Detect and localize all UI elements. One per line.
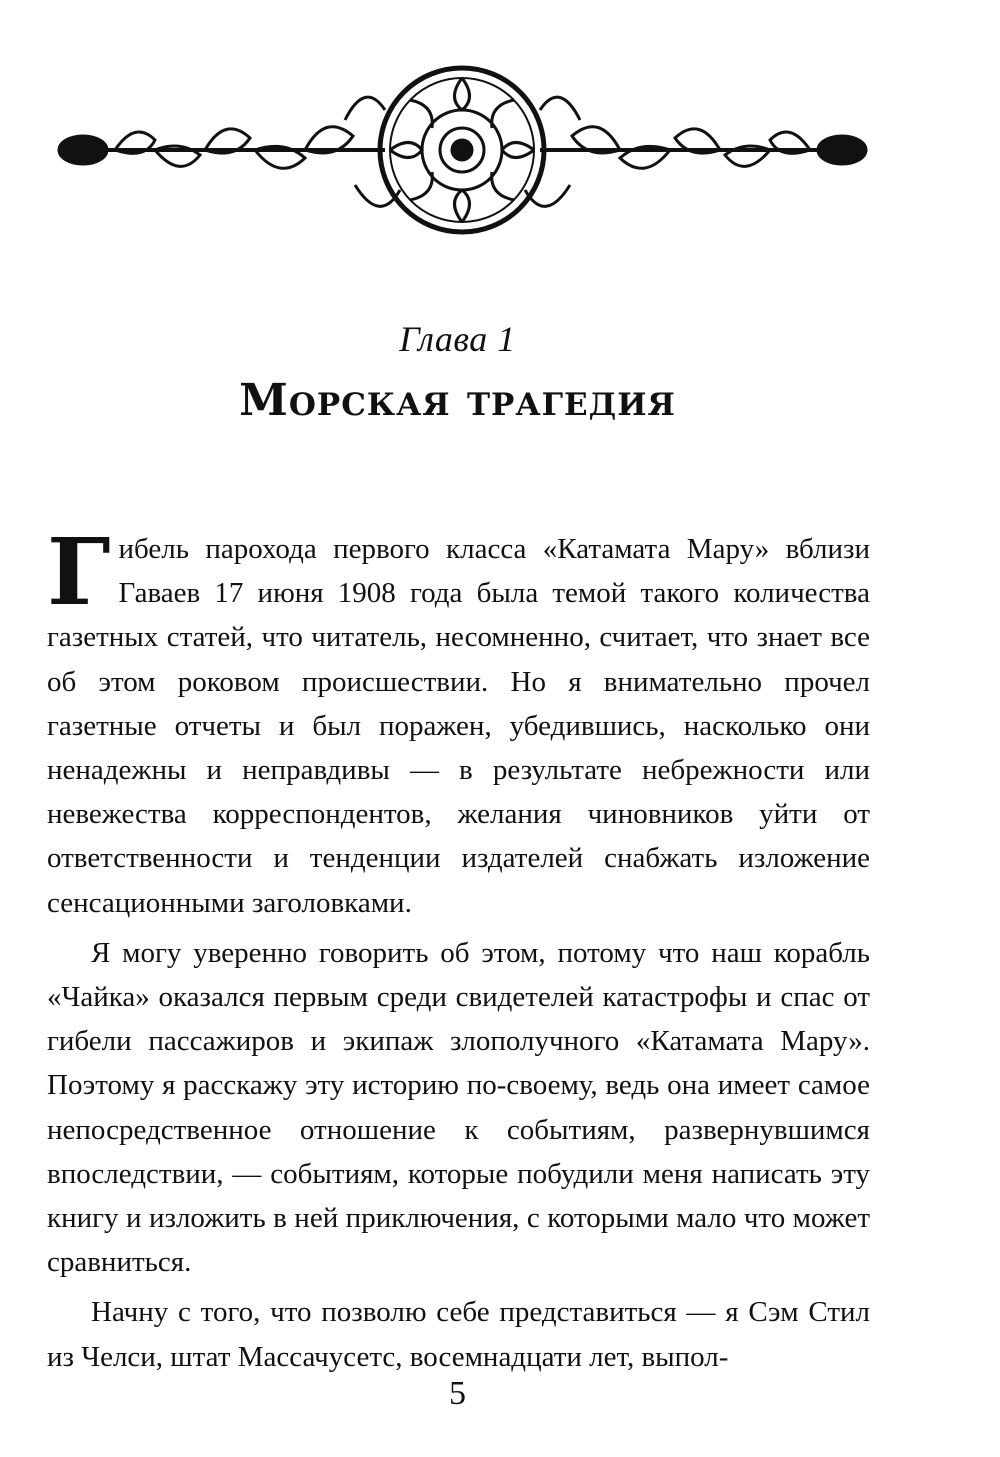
paragraph-1-text: ибель парохода первого класса «Катамата Мару» вблизи Гаваев 17 июня 1908 года была темой такого количества газетных статей, что читатель, несомненно, считает, что знает все об этом роковом происшествии. Но я внимательно прочел газетные отчеты и был поражен, убедившись, насколько они ненадежны и неправдивы — в результате небрежности или невежества корреспондентов, желания чиновников уйти от ответственности и тенденции издателей снабжать изложение сенсационными заголовками. (47, 533, 870, 919)
body-text (47, 518, 870, 1379)
chapter-title: Морская трагедия (239, 375, 676, 426)
paragraph-3: Начну с того, что позволю себе представиться — я Сэм Стил из Челси, штат Массачусетс, восемнадцати лет, выпол- (47, 1296, 870, 1373)
chapter-label: Глава 1 (399, 319, 516, 359)
drop-cap: Г (47, 518, 111, 626)
paragraph-2: Я могу уверенно говорить об этом, потому что наш корабль «Чайка» оказался первым среди свидетелей катастрофы и спас от гибели пассажиров и экипаж злополучного «Катамата Мару». Поэтому я расскажу эту историю по-своему, ведь она имеет самое непосредственное отношение к событиям, развернувшимся впоследствии, — событиям, которые побудили меня написать эту книгу и изложить в ней приключения, с которыми мало что может сравниться. (47, 936, 870, 1279)
paragraph-1 (47, 518, 870, 925)
decorative-vignette-icon (55, 60, 870, 240)
page-number: 5 (449, 1375, 466, 1412)
